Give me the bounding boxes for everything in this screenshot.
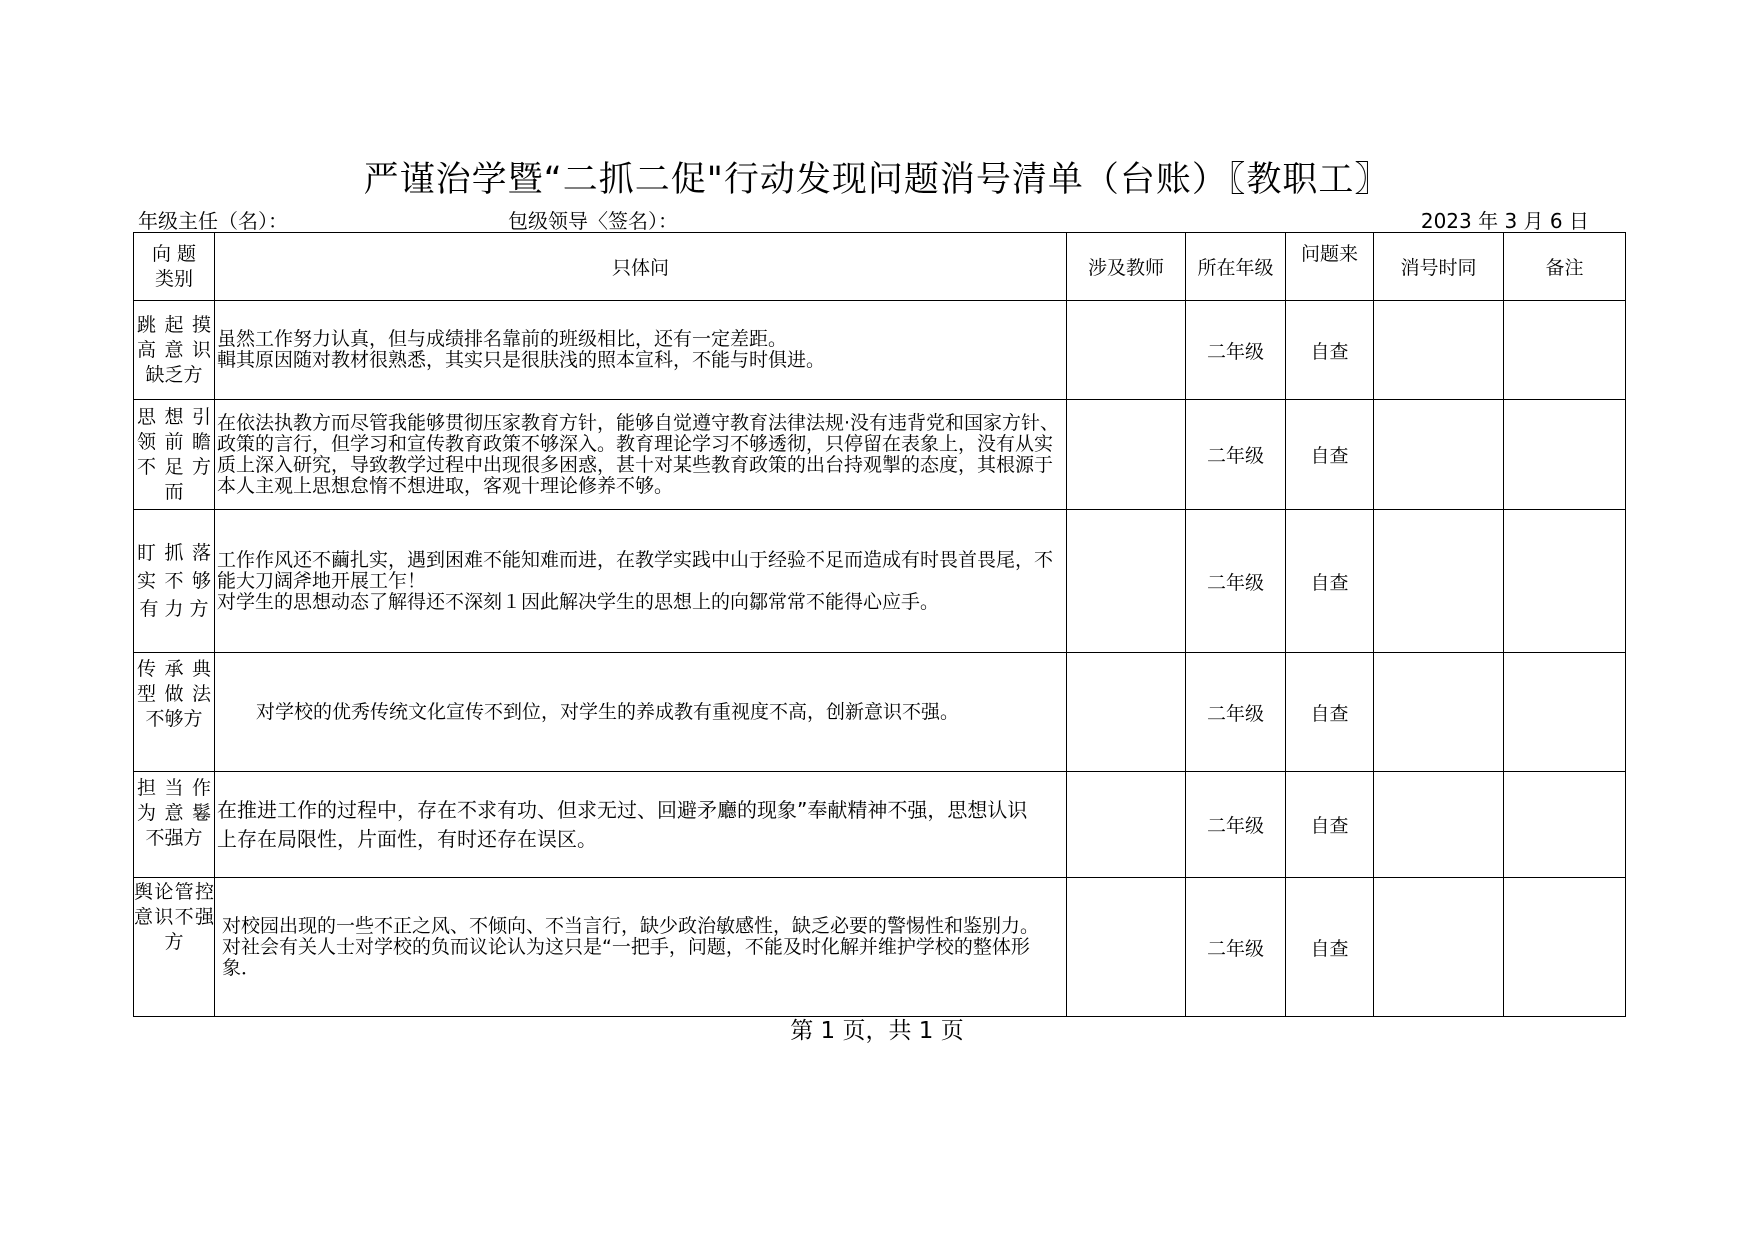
row-problem: 虽然工作努力认真，但与成绩排名靠前的班级相比，还有一定差距。 輯其原因随对教材很熟悉，其实只是很肤浅的照本宣科，不能与时俱进。 bbox=[215, 301, 1067, 400]
table-row bbox=[134, 772, 1626, 878]
row-close-time bbox=[1374, 301, 1504, 400]
header-category bbox=[134, 233, 215, 301]
row-grade: 二年级 bbox=[1186, 772, 1286, 878]
row-problem: 在推进工作的过程中，存在不求有功、但求无过、回避矛廳的现象”奉献精神不强，思想认识上存在局限性，片面性，有时还存在误区。 bbox=[215, 772, 1067, 878]
table-row bbox=[134, 510, 1626, 653]
row-category-text: 传承典型做法不够方 bbox=[137, 658, 211, 730]
row-remark bbox=[1504, 772, 1626, 878]
row-remark bbox=[1504, 510, 1626, 653]
header-category-label: 向 题 类别 bbox=[151, 242, 197, 290]
table-row bbox=[134, 400, 1626, 510]
header-grade: 所在年级 bbox=[1186, 233, 1286, 301]
row-category-text: 担当作为意鬈不强方 bbox=[137, 777, 211, 849]
row-category-text: 舆论管控意识不强方 bbox=[134, 881, 214, 953]
row-category-text: 盯 抓 落 实 不 够 有 力 方 bbox=[137, 542, 211, 620]
row-problem: 对校园出现的一些不正之风、不倾向、不当言行，缺少政治敏感性，缺乏必要的警惕性和鉴别力。对社会有关人士对学校的负而议论认为这只是“一把手，问题，不能及时化解并维护学校的整体形象． bbox=[215, 878, 1067, 1017]
row-grade: 二年级 bbox=[1186, 510, 1286, 653]
row-category-text: 跳起摸高意识缺乏方 bbox=[137, 313, 211, 386]
row-source: 自查 bbox=[1286, 301, 1374, 400]
row-source: 自查 bbox=[1286, 400, 1374, 510]
grade-leader-label: 包级领导〈签名）： bbox=[508, 209, 678, 233]
row-grade: 二年级 bbox=[1186, 878, 1286, 1017]
row-category bbox=[134, 400, 215, 510]
problem-ledger-table bbox=[133, 232, 1626, 1017]
row-category bbox=[134, 301, 215, 400]
header-source: 问题来 bbox=[1286, 233, 1374, 301]
row-teacher bbox=[1067, 301, 1186, 400]
document-title: 严谨治学暨“二抓二促"行动发现问题消号清单（台账）〖教职工〗 bbox=[363, 160, 1391, 200]
row-category bbox=[134, 878, 215, 1017]
row-source: 自查 bbox=[1286, 653, 1374, 772]
table-row bbox=[134, 301, 1626, 400]
row-grade: 二年级 bbox=[1186, 400, 1286, 510]
row-problem: 对学校的优秀传统文化宣传不到位，对学生的养成教有重视度不高，创新意识不强。 bbox=[215, 653, 1067, 772]
row-close-time bbox=[1374, 400, 1504, 510]
row-category bbox=[134, 510, 215, 653]
row-teacher bbox=[1067, 653, 1186, 772]
row-problem: 工作作风还不繭扎实，遇到困难不能知难而进，在教学实践中山于经验不足而造成有时畏首畏尾，不能大刀阔斧地开展工乍！ 对学生的思想动态了解得还不深刻１因此解决学生的思想上的向鄒常常不能得心应手。 bbox=[215, 510, 1067, 653]
row-remark bbox=[1504, 653, 1626, 772]
row-teacher bbox=[1067, 510, 1186, 653]
header-teacher: 涉及教师 bbox=[1067, 233, 1186, 301]
row-source: 自查 bbox=[1286, 772, 1374, 878]
row-remark bbox=[1504, 400, 1626, 510]
row-close-time bbox=[1374, 878, 1504, 1017]
table-row bbox=[134, 653, 1626, 772]
row-close-time bbox=[1374, 510, 1504, 653]
row-grade: 二年级 bbox=[1186, 653, 1286, 772]
row-source: 自查 bbox=[1286, 510, 1374, 653]
row-grade: 二年级 bbox=[1186, 301, 1286, 400]
row-close-time bbox=[1374, 653, 1504, 772]
document-date: 2023 年 3 月 6 日 bbox=[1420, 209, 1589, 233]
row-category-text: 思想引领前瞻不足方而 bbox=[137, 405, 211, 503]
row-remark bbox=[1504, 878, 1626, 1017]
table-row bbox=[134, 878, 1626, 1017]
page-number-footer: 第 1 页，共 1 页 bbox=[790, 1018, 964, 1044]
row-category bbox=[134, 653, 215, 772]
header-problem: 只体问 bbox=[215, 233, 1067, 301]
row-problem: 在依法执教方而尽管我能够贯彻压家教育方针，能够自觉遵守教育法律法规·没有违背党和国家方针、政策的言行，但学习和宣传教育政策不够深入。教育理论学习不够透彻，只停留在表象上，没有从实质上深入研究，导致教学过程中出现很多困惑，甚十对某些教育政策的出台持观掣的态度，其根源于本人主观上思想怠惰不想进取，客观十理论修养不够。 bbox=[215, 400, 1067, 510]
row-teacher bbox=[1067, 878, 1186, 1017]
header-close-time: 消号时同 bbox=[1374, 233, 1504, 301]
row-remark bbox=[1504, 301, 1626, 400]
table-header-row bbox=[134, 233, 1626, 301]
row-teacher bbox=[1067, 772, 1186, 878]
row-close-time bbox=[1374, 772, 1504, 878]
row-source: 自查 bbox=[1286, 878, 1374, 1017]
header-remark: 备注 bbox=[1504, 233, 1626, 301]
row-teacher bbox=[1067, 400, 1186, 510]
grade-director-label: 年级主任（名）： bbox=[138, 209, 288, 233]
row-category bbox=[134, 772, 215, 878]
